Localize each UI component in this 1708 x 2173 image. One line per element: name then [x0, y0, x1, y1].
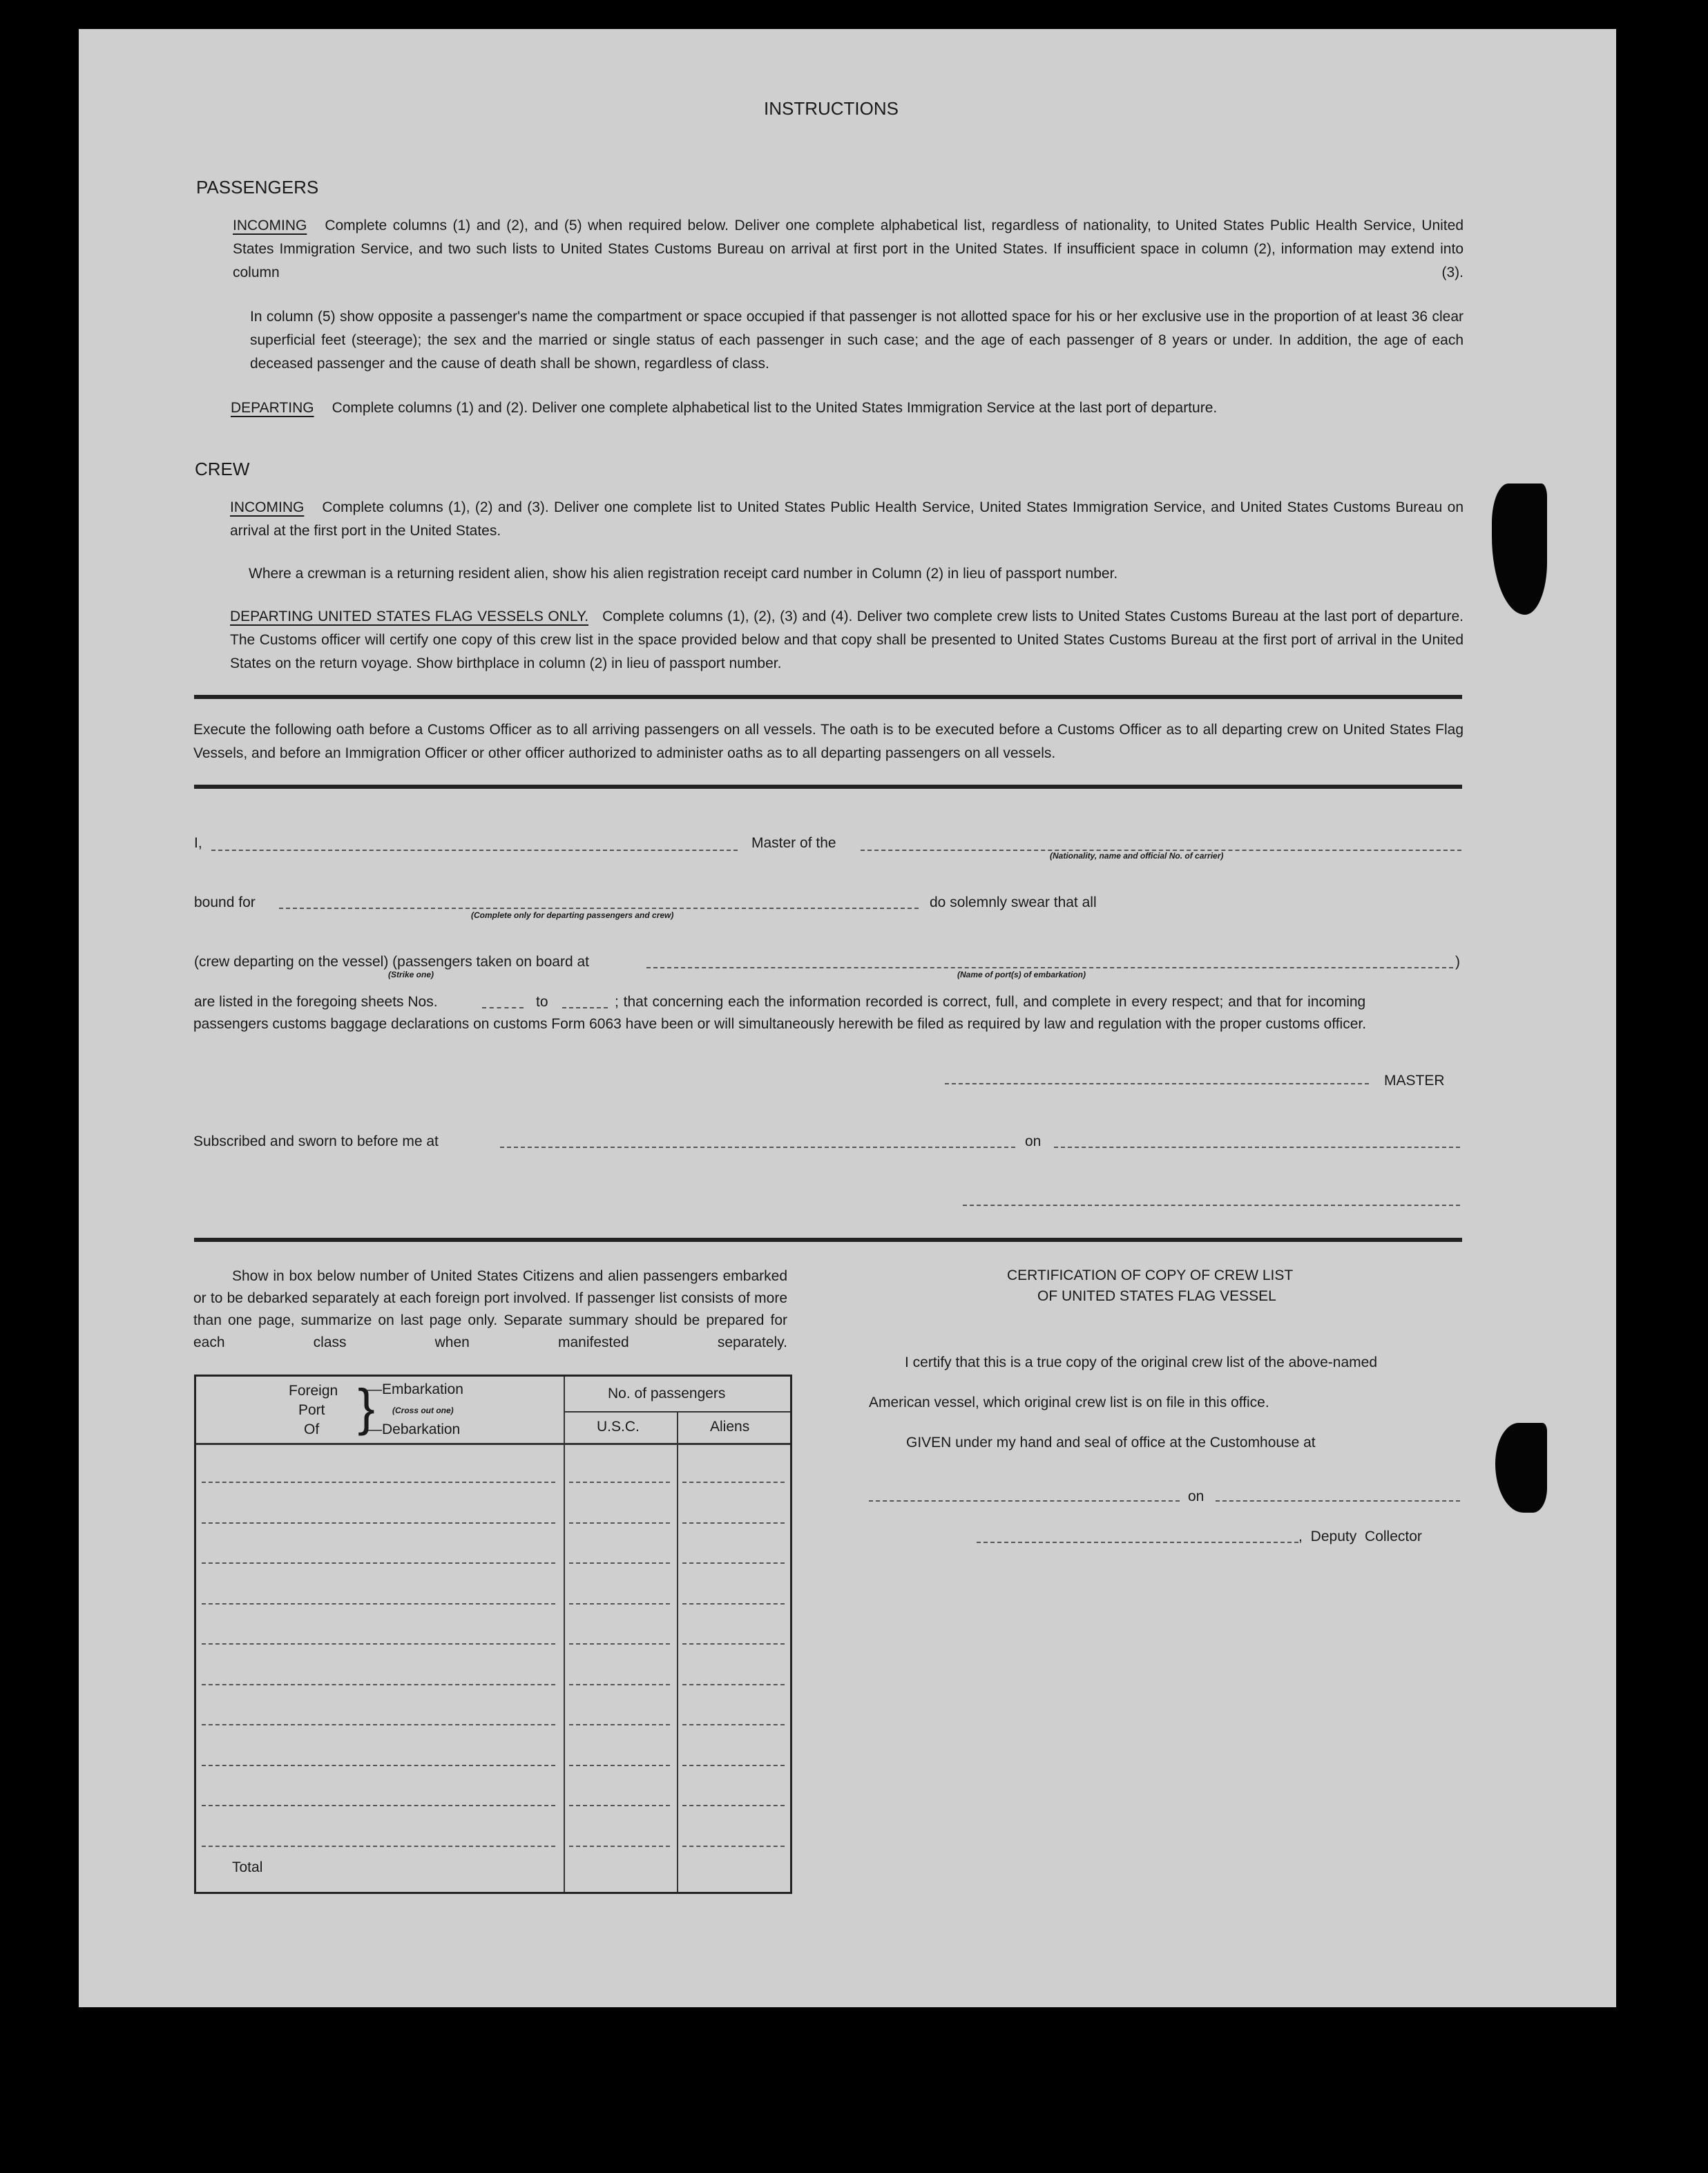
- passengers-column5: In column (5) show opposite a passenger's name the compartment or space occupied if that passenger is not allotted space for his or her exclusive use in the proportion of at least 36 clear superficial feet (steerage); the sex and the married or single status of each passenger in such case; and the age of each passenger of 8 years or under. In addition, the age of each deceased passenger and the cause of death shall be shown, regardless of class.: [250, 309, 1464, 372]
- of-label: Of: [304, 1421, 320, 1437]
- bound-for-label: bound for: [194, 894, 256, 910]
- carrier-note: (Nationality, name and official No. of carrier): [1050, 851, 1224, 861]
- summary-row-blank[interactable]: [682, 1522, 785, 1524]
- bound-for-field[interactable]: [279, 908, 919, 909]
- summary-row-blank[interactable]: [682, 1482, 785, 1483]
- passengers-departing-text: Complete columns (1) and (2). Deliver one complete alphabetical list to the United States Immigration Service at the last port of departure.: [332, 400, 1218, 416]
- summary-row-blank[interactable]: [569, 1765, 670, 1766]
- crew-departing-label: DEPARTING UNITED STATES FLAG VESSELS ONLY.: [230, 609, 589, 624]
- master-label: MASTER: [1384, 1073, 1445, 1089]
- swear-label: do solemnly swear that all: [930, 894, 1097, 910]
- passengers-incoming-label: INCOMING: [233, 218, 307, 233]
- divider: [194, 695, 1462, 699]
- baggage-declaration-text: passengers customs baggage declarations on customs Form 6063 have been or will simultaneously herewith be filed as required by law and regulation with the proper customs officer.: [193, 1016, 1367, 1032]
- embarkation-label: —Embarkation: [367, 1381, 463, 1397]
- crew-departing-label: (crew departing on the vessel) (passengers taken on board at: [194, 954, 589, 970]
- crew-heading: CREW: [195, 459, 250, 479]
- passengers-incoming: [233, 214, 1464, 308]
- divider: [194, 785, 1462, 789]
- crew-departing-text: Complete columns (1), (2), (3) and (4). Deliver two complete crew lists to United States Customs Bureau at the last port of departure. The Customs officer will certify one copy of this crew list in the space provided below and that copy shall be presented to United States Customs Bureau at the first port of arrival in the United States on the return voyage. Show birthplace in column (2) in lieu of passport number.: [230, 609, 1464, 671]
- summary-row-blank[interactable]: [202, 1684, 555, 1685]
- passengers-departing-label: DEPARTING: [231, 400, 314, 416]
- crew-incoming-label: INCOMING: [230, 499, 305, 515]
- certification-on-label: on: [1188, 1488, 1205, 1504]
- summary-row-blank[interactable]: [569, 1643, 670, 1645]
- summary-row-blank[interactable]: [682, 1684, 785, 1685]
- given-label: GIVEN under my hand and seal of office at the Customhouse at: [906, 1435, 1316, 1451]
- summary-row-blank[interactable]: [682, 1724, 785, 1725]
- officer-signature-field[interactable]: [963, 1205, 1460, 1206]
- sworn-at-field[interactable]: [500, 1147, 1015, 1148]
- table-divider: [677, 1411, 678, 1892]
- oath-intro: Execute the following oath before a Customs Officer as to all arriving passengers on all vessels. The oath is to be executed before a Customs Officer as to all departing crew on United States Flag Vessels, and before an Immigration Officer or other officer authorized to administer oaths as to all departing passengers on all vessels.: [193, 722, 1464, 761]
- summary-row-blank[interactable]: [569, 1562, 670, 1564]
- summary-row-blank[interactable]: [682, 1643, 785, 1645]
- usc-label: U.S.C.: [597, 1419, 640, 1435]
- crew-incoming-text: Complete columns (1), (2) and (3). Deliver one complete list to United States Public Health Service, United States Immigration Service, and United States Customs Bureau on arrival at the first port in the United States.: [230, 499, 1464, 539]
- summary-row-blank[interactable]: [682, 1765, 785, 1766]
- summary-row-blank[interactable]: [202, 1724, 555, 1725]
- table-divider: [196, 1443, 790, 1445]
- subscribed-label: Subscribed and sworn to before me at: [193, 1133, 439, 1149]
- sworn-date-field[interactable]: [1054, 1147, 1460, 1148]
- summary-row-blank[interactable]: [202, 1522, 555, 1524]
- listed-sheets-label: are listed in the foregoing sheets Nos.: [194, 994, 438, 1010]
- summary-row-blank[interactable]: [569, 1482, 670, 1483]
- foreign-label: Foreign: [289, 1383, 338, 1399]
- certification-date-field[interactable]: [1216, 1500, 1460, 1502]
- summary-row-blank[interactable]: [202, 1603, 555, 1605]
- strike-note: (Strike one): [388, 970, 434, 979]
- summary-row-blank[interactable]: [569, 1724, 670, 1725]
- certification-title-line1: CERTIFICATION OF COPY OF CREW LIST: [1007, 1267, 1294, 1283]
- brace-icon: }: [358, 1379, 375, 1436]
- passengers-departing: [231, 396, 1217, 420]
- debarkation-label: —Debarkation: [367, 1421, 461, 1437]
- summary-intro: Show in box below number of United States Citizens and alien passengers embarked or to be debarked separately at each foreign port involved. If passenger list consists of more than one page, summarize on last page only. Separate summary should be prepared for each class when manifested separately.: [193, 1268, 787, 1350]
- summary-row-blank[interactable]: [202, 1805, 555, 1806]
- passengers-incoming-text: Complete columns (1) and (2), and (5) when required below. Deliver one complete alphabetical list, regardless of nationality, to United States Public Health Service, United States Immigration Service, and two such lists to United States Customs Bureau on arrival at first port in the United States. If insufficient space in column (2), information may extend into column (3).: [233, 218, 1464, 280]
- summary-row-blank[interactable]: [202, 1765, 555, 1766]
- bound-note: (Complete only for departing passengers and crew): [471, 910, 674, 920]
- passenger-summary-table: [194, 1375, 792, 1894]
- summary-row-blank[interactable]: [682, 1805, 785, 1806]
- sworn-on-label: on: [1025, 1133, 1042, 1149]
- sheet-from-field[interactable]: [482, 1007, 524, 1008]
- summary-row-blank[interactable]: [569, 1603, 670, 1605]
- summary-row-blank[interactable]: [682, 1846, 785, 1847]
- master-name-field[interactable]: [211, 850, 738, 851]
- summary-row-blank[interactable]: [682, 1562, 785, 1564]
- table-divider: [564, 1377, 565, 1892]
- sheet-to-field[interactable]: [562, 1007, 608, 1008]
- certification-title-line2: OF UNITED STATES FLAG VESSEL: [1037, 1288, 1276, 1304]
- port-label: Port: [298, 1402, 325, 1418]
- customhouse-field[interactable]: [869, 1500, 1180, 1502]
- summary-row-blank[interactable]: [202, 1643, 555, 1645]
- deputy-collector-label: , Deputy Collector: [1298, 1529, 1422, 1544]
- summary-row-blank[interactable]: [202, 1562, 555, 1564]
- summary-row-blank[interactable]: [202, 1482, 555, 1483]
- master-of-the-label: Master of the: [751, 835, 836, 851]
- listed-sheets-text: ; that concerning each the information recorded is correct, full, and complete in every respect; and that for incoming: [615, 994, 1366, 1010]
- crew-incoming: [230, 496, 1464, 543]
- close-paren: ): [1455, 954, 1460, 970]
- page-title: INSTRUCTIONS: [764, 98, 899, 119]
- embarkation-port-field[interactable]: [646, 967, 1453, 968]
- no-of-passengers-label: No. of passengers: [608, 1386, 726, 1401]
- listed-to-label: to: [536, 994, 548, 1010]
- passengers-heading: PASSENGERS: [196, 177, 319, 198]
- summary-row-blank[interactable]: [569, 1684, 670, 1685]
- summary-row-blank[interactable]: [569, 1805, 670, 1806]
- crew-departing: [230, 605, 1464, 676]
- summary-row-blank[interactable]: [682, 1603, 785, 1605]
- summary-row-blank[interactable]: [569, 1846, 670, 1847]
- summary-row-blank[interactable]: [202, 1846, 555, 1847]
- summary-row-blank[interactable]: [569, 1522, 670, 1524]
- certify-line1: I certify that this is a true copy of the original crew list of the above-named: [905, 1354, 1377, 1370]
- total-label: Total: [232, 1859, 263, 1875]
- certify-line2: American vessel, which original crew list is on file in this office.: [869, 1395, 1269, 1410]
- crew-alien-note: Where a crewman is a returning resident alien, show his alien registration receipt card number in Column (2) in lieu of passport number.: [249, 566, 1118, 582]
- table-divider: [564, 1411, 790, 1413]
- master-signature-field[interactable]: [945, 1083, 1369, 1084]
- cross-out-note: (Cross out one): [392, 1406, 454, 1415]
- port-note: (Name of port(s) of embarkation): [957, 970, 1086, 979]
- deputy-collector-signature-field[interactable]: [977, 1542, 1298, 1543]
- divider: [194, 1238, 1462, 1242]
- aliens-label: Aliens: [710, 1419, 750, 1435]
- oath-i-label: I,: [194, 835, 202, 851]
